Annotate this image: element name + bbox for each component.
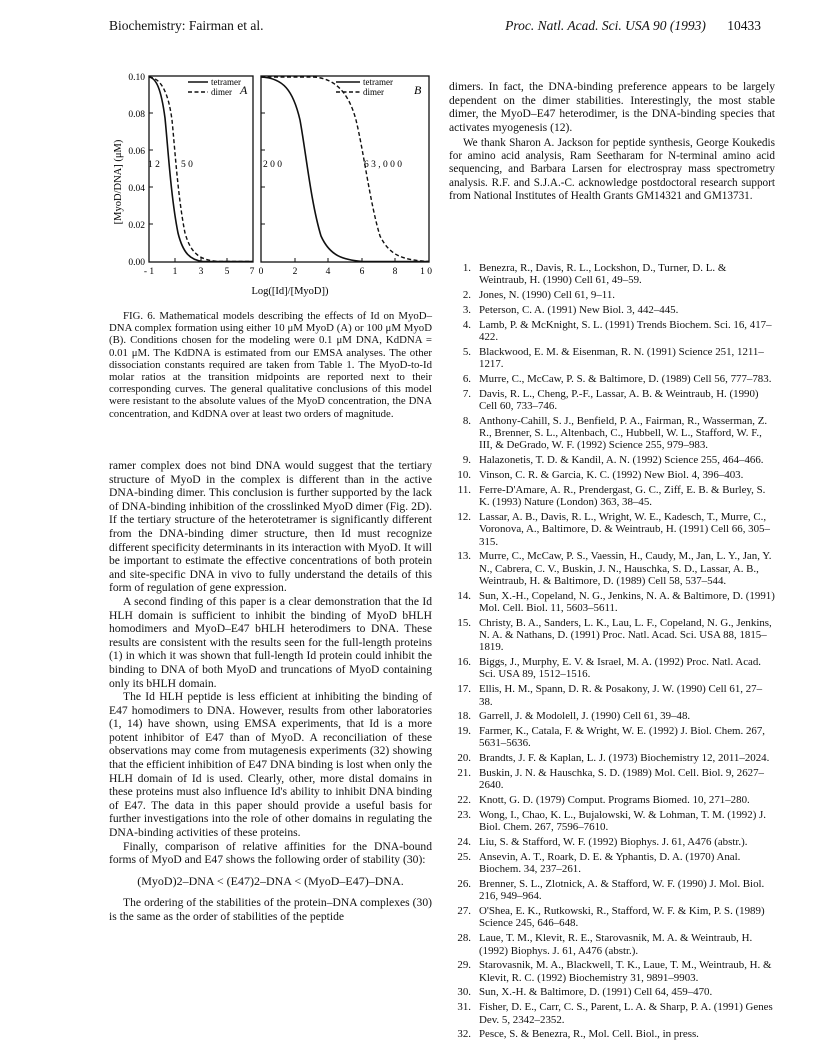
figure-6	[108, 58, 438, 303]
reference-number: 28.	[457, 932, 471, 945]
reference-item	[449, 1001, 775, 1026]
reference-item	[449, 550, 775, 587]
reference-text: Vinson, C. R. & Garcia, K. C. (1992) New Biol. 4, 396–403.	[479, 469, 744, 482]
reference-item	[449, 289, 775, 301]
panel-b-tetramer-label: 2 0 0	[263, 160, 282, 170]
panel-a-dimer-curve	[149, 77, 253, 262]
reference-item	[449, 959, 775, 984]
reference-number: 21.	[457, 767, 471, 780]
reference-text: Wong, I., Chao, K. L., Bujalowski, W. & Lohman, T. M. (1992) J. Biol. Chem. 267, 7596–7610.	[479, 809, 767, 834]
panel-a-letter: A	[240, 83, 248, 97]
reference-text: Buskin, J. N. & Hauschka, S. D. (1989) Mol. Cell. Biol. 9, 2627–2640.	[479, 767, 764, 792]
reference-text: Brenner, S. L., Zlotnick, A. & Stafford, W. F. (1990) J. Mol. Biol. 216, 949–964.	[479, 878, 765, 903]
reference-item	[449, 415, 775, 452]
reference-text: Fisher, D. E., Carr, C. S., Parent, L. A. & Sharp, P. A. (1991) Genes Dev. 5, 2342–2352.	[479, 1001, 773, 1026]
reference-item	[449, 388, 775, 413]
panel-a-x-tick: 1	[172, 267, 178, 277]
reference-number: 3.	[462, 303, 471, 316]
reference-item	[449, 373, 775, 385]
reference-item	[449, 656, 775, 681]
body-paragraph: dimers. In fact, the DNA-binding preference appears to be largely dependent on the dimer stabilities. Interestingly, the most stable dimer, the MyoD–E47 heterodimer, is the DNA-binding species that activates myogenesis (12).	[449, 80, 775, 134]
reference-number: 26.	[457, 878, 471, 891]
reference-item	[449, 752, 775, 764]
reference-text: Starovasnik, M. A., Blackwell, T. K., Laue, T. M., Weintraub, H. & Klevit, R. C. (1992) Biochemistry 31, 9891–9903.	[479, 959, 772, 984]
reference-item	[449, 346, 775, 371]
reference-text: Blackwood, E. M. & Eisenman, R. N. (1991) Science 251, 1211–1217.	[479, 345, 764, 371]
stability-formula: (MyoD)2–DNA < (E47)2–DNA < (MyoD–E47)–DNA.	[137, 873, 404, 888]
reference-number: 4.	[462, 318, 471, 331]
right-column-body	[449, 80, 775, 134]
reference-number: 30.	[457, 986, 471, 999]
reference-item	[449, 1028, 775, 1040]
reference-text: Ansevin, A. T., Roark, D. E. & Yphantis, D. A. (1970) Anal. Biochem. 34, 237–261.	[479, 851, 741, 876]
y-axis-label: [MyoD/DNA] (μM)	[113, 139, 124, 225]
reference-text: Halazonetis, T. D. & Kandil, A. N. (1992) Science 255, 464–466.	[479, 454, 764, 467]
panel-a-tetramer-curve	[149, 77, 253, 262]
reference-number: 29.	[457, 959, 471, 972]
reference-item	[449, 319, 775, 344]
reference-text: Brandts, J. F. & Kaplan, L. J. (1973) Biochemistry 12, 2011–2024.	[479, 752, 770, 765]
y-tick-label: 0.04	[128, 184, 145, 194]
reference-item	[449, 794, 775, 806]
panel-a-x-tick: - 1	[143, 267, 155, 277]
panel-b-x-tick: 8	[392, 267, 398, 277]
panel-a-frame	[149, 76, 253, 262]
reference-item	[449, 767, 775, 792]
reference-text: Biggs, J., Murphy, E. V. & Israel, M. A. (1992) Proc. Natl. Acad. Sci. USA 89, 1512–1516.	[479, 656, 762, 681]
reference-item	[449, 683, 775, 708]
reference-item	[449, 617, 775, 654]
reference-number: 6.	[462, 372, 471, 385]
panel-b-frame	[261, 76, 429, 262]
reference-number: 24.	[457, 836, 471, 849]
panel-b-x-tick: 1 0	[420, 267, 432, 277]
acknowledgment: We thank Sharon A. Jackson for peptide synthesis, George Koukedis for amino acid analysis, Ram Seetharam for N-terminal amino acid sequencing, and Barbara Larsen for electrospray mass spectrometry analysis. R.F. and S.J.A.-C. acknowledge postdoctoral research support from National Institutes of Health Grants GM14321 and GM13731.	[449, 137, 775, 202]
reference-number: 9.	[462, 454, 471, 467]
panel-b-x-tick: 2	[292, 267, 298, 277]
reference-text: Laue, T. M., Klevit, R. E., Starovasnik, M. A. & Weintraub, H. (1992) Biophys. J. 61, A476 (abstr.).	[479, 932, 753, 957]
journal-citation: Proc. Natl. Acad. Sci. USA 90 (1993)	[505, 18, 706, 33]
panel-b-legend-dimer: dimer	[363, 87, 384, 97]
panel-a-tetramer-label: 1 2	[148, 160, 160, 170]
reference-text: Lassar, A. B., Davis, R. L., Wright, W. E., Kadesch, T., Murre, C., Voronova, A., Baltimore, D. & Weintraub, H. (1991) Cell 66, 305–315.	[479, 511, 770, 548]
reference-item	[449, 809, 775, 834]
running-header-right	[505, 18, 761, 34]
body-paragraph: A second finding of this paper is a clear demonstration that the Id HLH domain is sufficient to inhibit the binding of MyoD bHLH homodimers and MyoD–E47 bHLH heterodimers to DNA. These results are consistent with the results seen for the full-length proteins (1) in which it was shown that full-length Id protein could inhibit the binding to DNA of both MyoD and truncations of MyoD containing only its bHLH domain.	[109, 594, 432, 690]
reference-text: Christy, B. A., Sanders, L. K., Lau, L. F., Copeland, N. G., Jenkins, N. A. & Nathans, D. (1991) Proc. Natl. Acad. Sci. USA 88, 1815–1819.	[479, 616, 772, 654]
reference-number: 31.	[457, 1001, 471, 1014]
reference-item	[449, 469, 775, 481]
x-axis-label: Log([Id]/[MyoD])	[251, 286, 329, 297]
reference-text: Peterson, C. A. (1991) New Biol. 3, 442–445.	[479, 303, 679, 316]
reference-text: Benezra, R., Davis, R. L., Lockshon, D., Turner, D. L. & Weintraub, H. (1990) Cell 61, 49–59.	[479, 262, 727, 287]
reference-number: 2.	[462, 289, 471, 302]
y-tick-label: 0.08	[128, 110, 145, 120]
panel-b-x-tick: 0	[258, 267, 264, 277]
panel-a-x-tick: 7	[249, 267, 255, 277]
reference-item	[449, 932, 775, 957]
page-number: 10433	[727, 18, 761, 33]
reference-text: Pesce, S. & Benezra, R., Mol. Cell. Biol., in press.	[479, 1028, 699, 1041]
panel-b-x-tick: 6	[359, 267, 365, 277]
reference-text: Anthony-Cahill, S. J., Benfield, P. A., Fairman, R., Wasserman, Z. R., Brenner, S. L., Altenbach, C., Hubbell, W. L., Stafford, W. F., III, & DeGrado, W. F. (1992) Science 255, 979–983.	[479, 414, 768, 452]
reference-text: Garrell, J. & Modolell, J. (1990) Cell 61, 39–48.	[479, 710, 691, 723]
reference-text: Ferre-D'Amare, A. R., Prendergast, G. C., Ziff, E. B. & Burley, S. K. (1993) Nature (London) 363, 38–45.	[479, 483, 766, 509]
reference-text: Murre, C., McCaw, P. S., Vaessin, H., Caudy, M., Jan, L. Y., Jan, Y. N., Cabrera, C. V., Buskin, J. N., Hauschka, S. D., Lassar, A. B., Weintraub, H. & Baltimore, D. (1989) Cell 58, 537–544.	[479, 550, 772, 587]
reference-text: Liu, S. & Stafford, W. F. (1992) Biophys. J. 61, A476 (abstr.).	[479, 836, 748, 849]
reference-number: 13.	[457, 550, 471, 563]
panel-a-x-tick: 3	[198, 267, 204, 277]
reference-number: 27.	[457, 905, 471, 918]
panel-b-dimer-label: 6 3 , 0 0 0	[364, 160, 402, 170]
reference-item	[449, 484, 775, 509]
reference-text: Jones, N. (1990) Cell 61, 9–11.	[479, 289, 616, 302]
reference-number: 10.	[457, 469, 471, 482]
reference-number: 23.	[457, 809, 471, 822]
reference-item	[449, 725, 775, 750]
reference-list	[449, 262, 775, 1043]
reference-number: 7.	[462, 387, 471, 400]
reference-number: 17.	[457, 683, 471, 696]
reference-number: 11.	[457, 483, 471, 496]
reference-number: 1.	[462, 262, 471, 274]
reference-item	[449, 878, 775, 903]
reference-number: 20.	[457, 752, 471, 765]
figure-caption	[109, 310, 432, 420]
body-paragraph: The Id HLH peptide is less efficient at inhibiting the binding of E47 homodimers to DNA. However, results from other laboratories (1, 14) have shown, using EMSA experiments, that Id is a more potent inhibitor of E47 than of MyoD. A reconciliation of these observations may come from mutagenesis experiments (32) showing that the efficient inhibition of E47 DNA binding is lost when only the HLH domain of Id is used. Clearly, other, more distal domains in these proteins must also influence Id's ability to inhibit DNA binding of E47. The data in this paper should provide a useful basis for further investigations into the role of other domains in regulating the DNA-binding activities of these proteins.	[109, 690, 432, 840]
y-tick-label: 0.10	[128, 73, 145, 83]
reference-text: Davis, R. L., Cheng, P.-F., Lassar, A. B. & Weintraub, H. (1990) Cell 60, 733–746.	[479, 387, 759, 413]
reference-item	[449, 590, 775, 615]
reference-text: Sun, X.-H. & Baltimore, D. (1991) Cell 64, 459–470.	[479, 986, 713, 999]
reference-number: 5.	[462, 345, 471, 358]
reference-item	[449, 262, 775, 287]
left-column-body	[109, 459, 432, 924]
reference-number: 32.	[457, 1028, 471, 1041]
reference-item	[449, 710, 775, 722]
body-paragraph: Finally, comparison of relative affinities for the DNA-bound forms of MyoD and E47 shows the following order of stability (30):	[109, 839, 432, 867]
reference-number: 14.	[457, 589, 471, 602]
caption-text: FIG. 6. Mathematical models describing the effects of Id on MyoD–DNA complex formation using either 10 μM MyoD (A) or 100 μM MyoD (B). Conditions chosen for the modeling were 0.1 μM DNA, KdDNA = 0.01 μM. The KdDNA is estimated from our EMSA analyses. The other dissociation constants required are taken from Table 1. The MyoD-to-Id molar ratios at the transition midpoints are reported next to their corresponding curves. The general qualitative conclusions of this model were resistant to the absolute values of the MyoD concentration, the DNA concentration, and KdDNA over at least two orders of magnitude.	[109, 310, 432, 420]
reference-number: 8.	[462, 414, 471, 427]
reference-number: 19.	[457, 725, 471, 738]
reference-text: Knott, G. D. (1979) Comput. Programs Biomed. 10, 271–280.	[479, 794, 750, 807]
reference-item	[449, 836, 775, 848]
running-header-left: Biochemistry: Fairman et al.	[109, 18, 264, 33]
panel-a-x-tick: 5	[224, 267, 230, 277]
reference-text: Ellis, H. M., Spann, D. R. & Posakony, J. W. (1990) Cell 61, 27–38.	[479, 683, 763, 708]
reference-text: Murre, C., McCaw, P. S. & Baltimore, D. (1989) Cell 56, 777–783.	[479, 372, 772, 385]
reference-number: 12.	[457, 511, 471, 524]
y-tick-label: 0.06	[128, 147, 145, 157]
y-tick-label: 0.02	[128, 221, 145, 231]
reference-item	[449, 986, 775, 998]
panel-b-tetramer-curve	[261, 77, 429, 262]
reference-number: 25.	[457, 851, 471, 863]
reference-text: Sun, X.-H., Copeland, N. G., Jenkins, N. A. & Baltimore, D. (1991) Mol. Cell. Biol. 11, 5603–5611.	[479, 589, 775, 614]
reference-text: O'Shea, E. K., Rutkowski, R., Stafford, W. F. & Kim, P. S. (1989) Science 245, 646–648.	[479, 905, 765, 930]
reference-number: 15.	[457, 616, 471, 629]
reference-item	[449, 454, 775, 466]
panel-a-legend-dimer: dimer	[211, 87, 232, 97]
reference-number: 18.	[457, 710, 471, 723]
reference-item	[449, 905, 775, 930]
panel-a-legend-tetramer: tetramer	[211, 77, 241, 87]
panel-a-dimer-label: 5 0	[181, 160, 193, 170]
reference-item	[449, 511, 775, 548]
reference-item	[449, 304, 775, 316]
reference-number: 22.	[457, 794, 471, 807]
panel-b-letter: B	[414, 83, 422, 97]
reference-item	[449, 851, 775, 876]
body-paragraph: The ordering of the stabilities of the protein–DNA complexes (30) is the same as the order of stabilities of the peptide	[109, 896, 432, 923]
y-tick-label: 0.00	[128, 258, 145, 268]
panel-b-legend-tetramer: tetramer	[363, 77, 393, 87]
panel-b-x-tick: 4	[325, 267, 331, 277]
reference-text: Lamb, P. & McKnight, S. L. (1991) Trends Biochem. Sci. 16, 417–422.	[479, 318, 772, 344]
panel-b-dimer-curve	[261, 77, 429, 262]
body-paragraph: ramer complex does not bind DNA would suggest that the tertiary structure of MyoD in the complex is different than in the active DNA-binding dimer. This conclusion is further supported by the lack of DNA-binding inhibition of the crosslinked MyoD dimer (Fig. 2D). If the tertiary structure of the heterotetramer is significantly different from the DNA-binding dimer structure, then Id must recognize different specificity determinants in its interaction with MyoD. It will be important to estimate the effective concentrations of both protein and site-specific DNA in vivo to fully understand the details of this form of regulation of gene expression.	[109, 459, 432, 595]
reference-number: 16.	[457, 656, 471, 669]
reference-text: Farmer, K., Catala, F. & Wright, W. E. (1992) J. Biol. Chem. 267, 5631–5636.	[479, 725, 766, 750]
